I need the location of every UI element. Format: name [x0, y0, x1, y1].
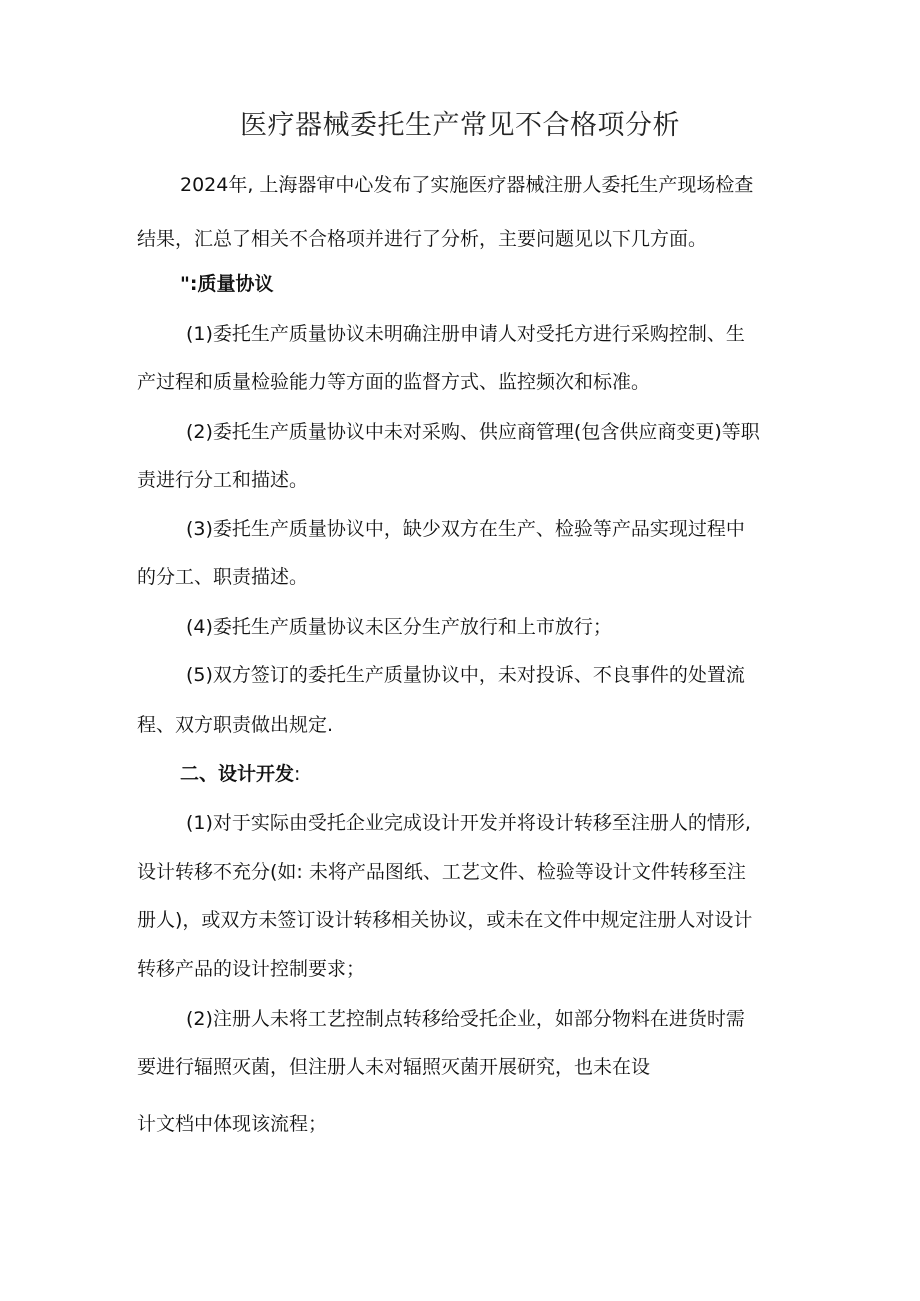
s1-item-3-line-1: (3)委托生产质量协议中，缺少双方在生产、检验等产品实现过程中	[186, 518, 745, 540]
s1-item-5-line-2: 程、双方职责做出规定.	[137, 714, 334, 736]
s1-item-4-line-1: (4)委托生产质量协议未区分生产放行和上市放行；	[186, 616, 612, 638]
intro-line-1: 2024年, 上海器审中心发布了实施医疗器械注册人委托生产现场检查	[180, 174, 754, 196]
section-2-heading	[180, 761, 300, 787]
section-1-heading: ":质量协议	[180, 273, 274, 295]
intro-line-2: 结果，汇总了相关不合格项并进行了分析，主要问题见以下几方面。	[137, 228, 708, 250]
s1-item-1-line-1: (1)委托生产质量协议未明确注册申请人对受托方进行采购控制、生	[186, 323, 745, 345]
s1-item-2-line-1: (2)委托生产质量协议中未对采购、供应商管理(包含供应商变更)等职	[186, 421, 760, 443]
s2-item-1-line-1: (1)对于实际由受托企业完成设计开发并将设计转移至注册人的情形,	[186, 812, 751, 834]
s2-item-2-line-2: 要进行辐照灭菌，但注册人未对辐照灭菌开展研究，也未在设	[137, 1056, 651, 1078]
s2-item-1-line-2: 设计转移不充分(如: 未将产品图纸、工艺文件、检验等设计文件转移至注	[137, 861, 746, 883]
section-2-heading-colon: :	[294, 763, 301, 785]
s1-item-3-line-2: 的分工、职责描述。	[137, 566, 309, 588]
s1-item-5-line-1: (5)双方签订的委托生产质量协议中，未对投诉、不良事件的处置流	[186, 664, 745, 686]
s2-item-2-line-1: (2)注册人未将工艺控制点转移给受托企业，如部分物料在进货时需	[186, 1008, 745, 1030]
section-2-heading-text: 二、设计开发	[180, 763, 295, 785]
document-title: 医疗器械委托生产常见不合格项分析	[240, 110, 680, 141]
s2-item-2-line-3: 计文档中体现该流程；	[137, 1113, 328, 1135]
s1-item-1-line-2: 产过程和质量检验能力等方面的监督方式、监控频次和标准。	[137, 371, 651, 393]
s2-item-1-line-3: 册人)，或双方未签订设计转移相关协议，或未在文件中规定注册人对设计	[137, 909, 753, 931]
s2-item-1-line-4: 转移产品的设计控制要求；	[137, 958, 366, 980]
s1-item-2-line-2: 责进行分工和描述。	[137, 469, 309, 491]
